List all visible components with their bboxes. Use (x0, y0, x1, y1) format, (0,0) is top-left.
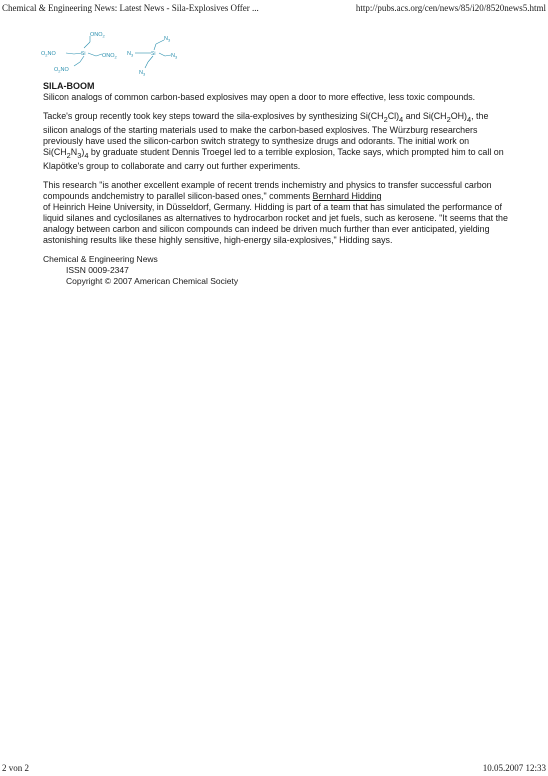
paragraph-2: This research "is another excellent example of recent trends inchemistry and physics to transfer successful carbon compounds andchemistry to parallel silicon-based ones," comments Bernhard Hidding of Heinrich Heine University, in Düsseldorf, Germany. Hidding is part of a team that has simulated the performance of liquid silanes and cyclosilanes as alternatives to hydrocarbon rocket and jet fuels, such as kerosene. "It seems that the analogy between carbon and silicon compounds can indeed be driven much further than ever anticipated, yielding astonishing results like these highly sensitive, high-energy sila-explosives," Hidding says. (43, 179, 508, 245)
si-label-2: Si (151, 51, 156, 57)
ono2-right-label: $ONO_2$ (102, 53, 117, 60)
bond (74, 62, 80, 66)
bond (154, 44, 156, 50)
n3-bottom-label: $N_3$ (139, 70, 146, 77)
figure-kicker: SILA-BOOM (43, 81, 95, 91)
bond (66, 53, 74, 54)
paragraph-1: Tacke's group recently took key steps toward the sila-explosives by synthesizing $Si(CH_2Cl)_4$ and $Si(CH_2OH)_4$, the silicon analogs of the starting materials used to make the carbon-based explosives. The Würzburg researchers previously have used the silicon-carbon switch strategy to synthesize drugs and odorants. The initial work on $Si(CH_2N_3)_4$ by graduate student Dennis Troegel led to a terrible explosion, Tacke says, which prompted him to call on Klapötke's group to collaborate and carry out further experiments. (43, 111, 504, 171)
print-header (2, 2, 546, 14)
bond (84, 42, 90, 48)
figure-caption: Silicon analogs of common carbon-based explosives may open a door to more effective, less toxic compounds. (43, 92, 476, 102)
print-header-title: Chemical & Engineering News: Latest News - Sila-Explosives Offer ... (2, 3, 259, 13)
print-footer (2, 762, 546, 774)
bond (159, 53, 165, 56)
n3-top-label: $N_3$ (164, 36, 171, 43)
o2no-bottom-label: $O_2NO$ (54, 67, 69, 74)
si-label-1: Si (81, 51, 86, 57)
bond (88, 53, 96, 56)
chemical-structures-figure (38, 28, 188, 80)
publication-issn: ISSN 0009-2347 (66, 264, 129, 275)
bond (145, 62, 148, 68)
n3-right-label: $N_3$ (171, 53, 178, 60)
page-number: 2 von 2 (2, 763, 29, 773)
onO2-top-label: $ONO_2$ (90, 32, 105, 39)
article-body (43, 81, 509, 287)
publication-copyright: Copyright © 2007 American Chemical Society (66, 275, 239, 286)
publication-name: Chemical & Engineering News (43, 253, 158, 264)
print-header-url: http://pubs.acs.org/cen/news/85/i20/8520news5.html (355, 3, 546, 13)
link-bernhard-hidding[interactable]: Bernhard Hidding (312, 190, 382, 201)
n3-left-label: $N_3$ (127, 51, 134, 58)
o2no-left-label: $O_2NO$ (41, 51, 56, 58)
publication-info (43, 254, 509, 287)
bond (156, 40, 164, 44)
sila-explosives-structures (38, 28, 188, 80)
print-datetime: 10.05.2007 12:33 (482, 763, 546, 773)
